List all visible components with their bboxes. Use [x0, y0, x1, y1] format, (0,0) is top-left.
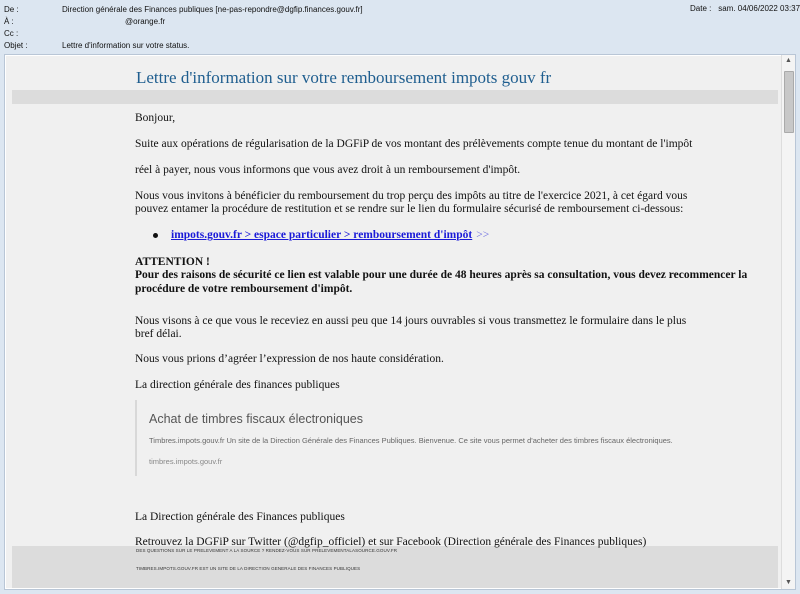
from-label: De :	[4, 5, 19, 14]
bullet-icon	[153, 233, 158, 238]
refund-link-text[interactable]: impots.gouv.fr > espace particulier > remboursement d'impôt	[171, 229, 473, 241]
attention-title: ATTENTION !	[135, 256, 210, 268]
para3-line1: Nous visons à ce que vous le receviez en aussi peu que 14 jours ouvrables si vous transmettez le formulaire dans le plus	[135, 315, 687, 327]
message-body-frame	[4, 54, 796, 590]
link-preview-card[interactable]	[135, 400, 779, 476]
para3-line2: bref délai.	[135, 328, 182, 340]
to-label: À :	[4, 17, 14, 26]
footer-social: Retrouvez la DGFiP sur Twitter (@dgfip_officiel) et sur Facebook (Direction générale des Finances publiques)	[135, 536, 647, 548]
title-band	[12, 90, 778, 104]
card-link[interactable]: timbres.impots.gouv.fr	[149, 457, 223, 466]
subject-label: Objet :	[4, 41, 28, 50]
vertical-scrollbar[interactable]	[781, 55, 795, 589]
card-description: Timbres.impots.gouv.fr Un site de la Direction Générale des Finances Publiques. Bienvenue. Ce site vous permet d'acheter des timbres fiscaux électroniques.	[149, 436, 673, 445]
scrollbar-thumb[interactable]	[784, 71, 794, 133]
para2-line1: Nous vous invitons à bénéficier du remboursement du trop perçu des impôts au titre de l'exercice 2021, à cet égard vous	[135, 190, 688, 202]
para1-line2: réel à payer, nous vous informons que vous avez droit à un remboursement d'impôt.	[135, 164, 521, 176]
refund-link-arrows[interactable]: >>	[476, 229, 490, 241]
footer-small-1: DES QUESTIONS SUR LE PRELEVEMENT A LA SOURCE ? RENDEZ-VOUS SUR PRELEVEMENTALASOURCE.GOUV.FR	[136, 548, 398, 553]
signature: La direction générale des finances publiques	[135, 379, 340, 391]
message-body	[6, 56, 781, 588]
para1-line1: Suite aux opérations de régularisation de la DGFiP de vos montant des prélèvements compte tenue du montant de l'impôt	[135, 138, 693, 150]
to-value[interactable]: @orange.fr	[125, 17, 166, 26]
date-value: sam. 04/06/2022 03:37	[718, 4, 800, 13]
greeting: Bonjour,	[135, 112, 176, 124]
footer-org: La Direction générale des Finances publiques	[135, 511, 345, 523]
date-row	[690, 4, 800, 13]
refund-link[interactable]	[171, 228, 489, 242]
chevron-up-icon[interactable]: ▲	[785, 57, 792, 64]
footer-small-2: TIMBRES.IMPOTS.GOUV.FR EST UN SITE DE LA DIRECTION GENERALE DES FINANCES PUBLIQUES	[136, 566, 361, 571]
subject-value: Lettre d'information sur votre status.	[62, 41, 190, 50]
cc-label: Cc :	[4, 29, 19, 38]
attention-line1: Pour des raisons de sécurité ce lien est valable pour une durée de 48 heures après sa consultation, vous devez recommencer la	[135, 269, 748, 281]
para2-line2: pouvez entamer la procédure de restitution et se rendre sur le lien du formulaire sécurisé de remboursement ci-dessous:	[135, 203, 684, 215]
email-title: Lettre d'information sur votre remboursement impots gouv fr	[136, 68, 552, 87]
date-label: Date :	[690, 4, 712, 13]
message-header	[0, 0, 800, 54]
card-title[interactable]: Achat de timbres fiscaux électroniques	[149, 412, 363, 426]
from-value[interactable]: Direction générale des Finances publiques [ne-pas-repondre@dgfip.finances.gouv.fr]	[62, 5, 363, 14]
chevron-down-icon[interactable]: ▼	[785, 579, 792, 586]
closing: Nous vous prions d’agréer l’expression de nos haute considération.	[135, 353, 444, 365]
attention-line2: procédure de votre remboursement d'impôt.	[135, 283, 353, 295]
